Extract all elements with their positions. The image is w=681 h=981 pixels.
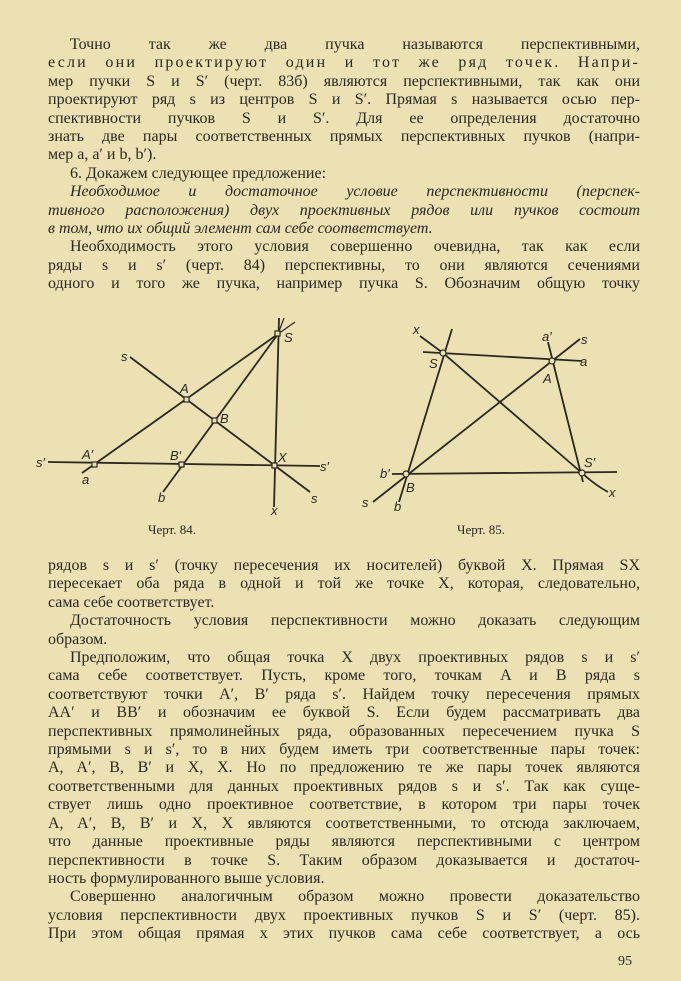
- text-line: ряды s и s′ (черт. 84) перспективны, то они являются сечениями: [48, 256, 640, 274]
- text-line: образом.: [48, 630, 108, 648]
- line-s: [373, 339, 580, 502]
- label: a: [82, 472, 90, 487]
- label: S: [284, 330, 293, 345]
- text-line: ность формулированного выше условия.: [48, 869, 325, 887]
- label: A: [180, 381, 189, 396]
- label: s: [311, 491, 318, 506]
- text-line: A, A′, B, B′ и X, X являются соответственными, то отсюда заключаем,: [48, 814, 640, 832]
- page-number: 95: [618, 954, 632, 969]
- text-line: сама себе соответствует.: [48, 593, 215, 611]
- text-line: Достаточность условия перспективности можно доказать следующим: [70, 612, 640, 630]
- label: s: [581, 332, 588, 347]
- text-line: пересекает оба ряда в одной и той же точке X, которая, следовательно,: [48, 575, 640, 593]
- label: x: [413, 322, 420, 337]
- theorem-line: Необходимое и достаточное условие перспективности (перспек-: [70, 183, 640, 201]
- text-line: Предположим, что общая точка X двух проективных рядов s и s′: [70, 649, 640, 667]
- label: s′: [36, 455, 45, 470]
- text-line: одного и того же пучка, например пучка S. Обозначим общую точку: [48, 275, 640, 293]
- text-line: знать две пары соответственных прямых перспективных пучков (напри-: [48, 128, 640, 146]
- text-line: Точно так же два пучка называются перспективными,: [70, 36, 640, 53]
- text-line: сама себе соответствует. Пусть, кроме того, точкам A и B ряда s: [48, 667, 640, 685]
- point-B: [403, 471, 409, 477]
- label: x: [271, 503, 278, 518]
- text-line: что данные проективные ряды являются перспективными с центром: [48, 833, 640, 851]
- text-line: мер пучки S и S′ (черт. 83б) являются перспективными, так как они: [48, 72, 640, 90]
- text-line: перспективных прямолинейных ряда, образованных пересечением пучка S: [48, 722, 640, 740]
- text-line: проектируют ряд s из центров S и S′. Прямая s называется осью пер-: [48, 91, 640, 109]
- point-B: [212, 418, 217, 423]
- point-A: [184, 397, 189, 402]
- label: s′: [320, 459, 329, 474]
- text-line: спективности пучков S и S′. Для ее определения достаточно: [48, 109, 640, 127]
- label: b: [394, 499, 402, 514]
- text-block-bottom: [48, 557, 640, 944]
- figure-85-labels: [362, 322, 616, 537]
- theorem-line: тивного расположения) двух проективных рядов или пучков состоит: [48, 201, 640, 219]
- label: a′: [542, 329, 552, 344]
- figure-caption: Черт. 85.: [457, 522, 506, 537]
- text-line: Совершенно аналогичным образом можно провести доказательство: [70, 888, 640, 906]
- point-A-prime: [92, 462, 97, 467]
- label: B: [406, 480, 415, 495]
- text-line: условия перспективности двух проективных пучков S и S′ (черт. 85).: [48, 906, 641, 924]
- point-A: [549, 358, 555, 364]
- line-x: [274, 318, 279, 507]
- point-S: [440, 350, 446, 356]
- figure-caption: Черт. 84.: [148, 522, 197, 537]
- figure-84-labels: [36, 330, 330, 537]
- label: B: [220, 411, 229, 426]
- label: A: [543, 371, 552, 386]
- text-line: прямыми s и s′, то в них будем иметь три соответственные пары точек:: [48, 741, 640, 759]
- text-line: если они проектируют один и тот же ряд точек. Напри-: [48, 54, 640, 72]
- theorem-line: в том, что их общий элемент сам себе соответствует.: [48, 220, 433, 238]
- label: a: [580, 354, 588, 369]
- point-S: [275, 331, 280, 336]
- text-line: При этом общая прямая x этих пучков сама себе соответствует, а ось: [48, 925, 640, 943]
- label: b: [158, 490, 166, 505]
- text-line: A, A′, B, B′ и X, X. Но по предложению те же пары точек являются: [48, 759, 640, 777]
- text-line: Необходимость этого условия совершенно очевидна, так как если: [70, 238, 640, 256]
- label: A′: [82, 447, 94, 462]
- label: S: [429, 356, 438, 371]
- text-line: 6. Докажем следующее предложение:: [70, 164, 327, 182]
- text-line: ствует лишь одно проективное соответствие, в котором три пары точек: [48, 796, 640, 814]
- label: S′: [584, 455, 596, 470]
- text-line: мер a, a′ и b, b′).: [48, 146, 157, 164]
- text-line: рядов s и s′ (точку пересечения их носителей) буквой X. Прямая SX: [48, 557, 640, 574]
- text-line: перспективности в точке S. Таким образом доказывается и достаточ-: [48, 851, 640, 869]
- label: s: [121, 349, 128, 364]
- text-line: соответственными для данных проективных рядов s и s′. Так как суще-: [48, 777, 640, 795]
- label: b′: [380, 466, 390, 481]
- point-S-prime: [579, 470, 585, 476]
- text-line: AA′ и BB′ и обозначим ее буквой S. Если будем рассматривать два: [48, 704, 640, 722]
- label: x: [609, 485, 616, 500]
- label: B′: [170, 448, 182, 463]
- text-line: соответствуют точки A′, B′ ряда s′. Найдем точку пересечения прямых: [48, 685, 640, 703]
- point-X: [272, 463, 277, 468]
- label: s: [362, 495, 369, 510]
- label: X: [278, 450, 287, 465]
